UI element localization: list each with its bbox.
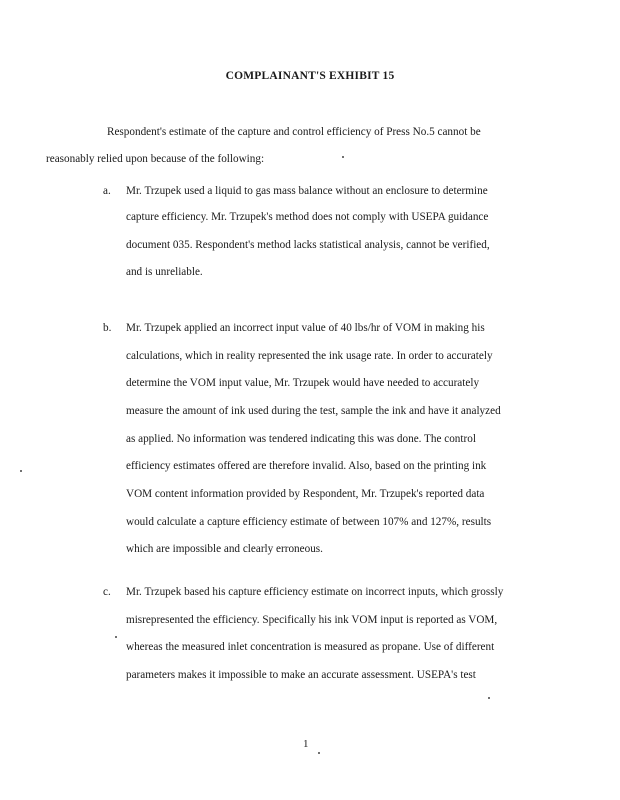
intro-line-2: reasonably relied upon because of the following:: [46, 153, 265, 165]
item-a-marker: a.: [103, 185, 111, 197]
item-b-line-4: measure the amount of ink used during the test, sample the ink and have it analyzed: [126, 405, 501, 417]
scan-speck: [318, 752, 320, 754]
item-c-marker: c.: [103, 586, 111, 598]
page-number: 1: [303, 738, 309, 750]
item-c-line-3: whereas the measured inlet concentration is measured as propane. Use of different: [126, 641, 495, 653]
exhibit-title: COMPLAINANT'S EXHIBIT 15: [225, 70, 395, 82]
item-b-marker: b.: [103, 322, 112, 334]
scan-speck: [488, 697, 490, 699]
item-a-line-1: Mr. Trzupek used a liquid to gas mass balance without an enclosure to determine: [126, 185, 488, 197]
item-b-line-3: determine the VOM input value, Mr. Trzupek would have needed to accurately: [126, 377, 480, 389]
item-b-line-6: efficiency estimates offered are therefore invalid. Also, based on the printing ink: [126, 460, 487, 472]
item-c-line-2: misrepresented the efficiency. Specifically his ink VOM input is reported as VOM,: [126, 614, 498, 626]
item-b-line-5: as applied. No information was tendered indicating this was done. The control: [126, 433, 476, 445]
scan-speck: [342, 156, 344, 158]
item-b-line-1: Mr. Trzupek applied an incorrect input value of 40 lbs/hr of VOM in making his: [126, 322, 485, 334]
item-b-line-8: would calculate a capture efficiency estimate of between 107% and 127%, results: [126, 516, 492, 528]
item-b-line-9: which are impossible and clearly erroneous.: [126, 543, 323, 555]
item-c-line-4: parameters makes it impossible to make an accurate assessment. USEPA's test: [126, 669, 476, 681]
item-a-line-3: document 035. Respondent's method lacks statistical analysis, cannot be verified,: [126, 239, 490, 251]
item-b-line-2: calculations, which in reality represented the ink usage rate. In order to accurately: [126, 350, 493, 362]
item-a-line-2: capture efficiency. Mr. Trzupek's method does not comply with USEPA guidance: [126, 211, 489, 223]
item-b-line-7: VOM content information provided by Respondent, Mr. Trzupek's reported data: [126, 488, 485, 500]
scan-speck: [20, 470, 22, 472]
item-c-line-1: Mr. Trzupek based his capture efficiency estimate on incorrect inputs, which grossly: [126, 586, 504, 598]
intro-line-1: Respondent's estimate of the capture and control efficiency of Press No.5 cannot be: [107, 126, 481, 138]
item-a-line-4: and is unreliable.: [126, 266, 203, 278]
scan-speck: [115, 636, 117, 638]
